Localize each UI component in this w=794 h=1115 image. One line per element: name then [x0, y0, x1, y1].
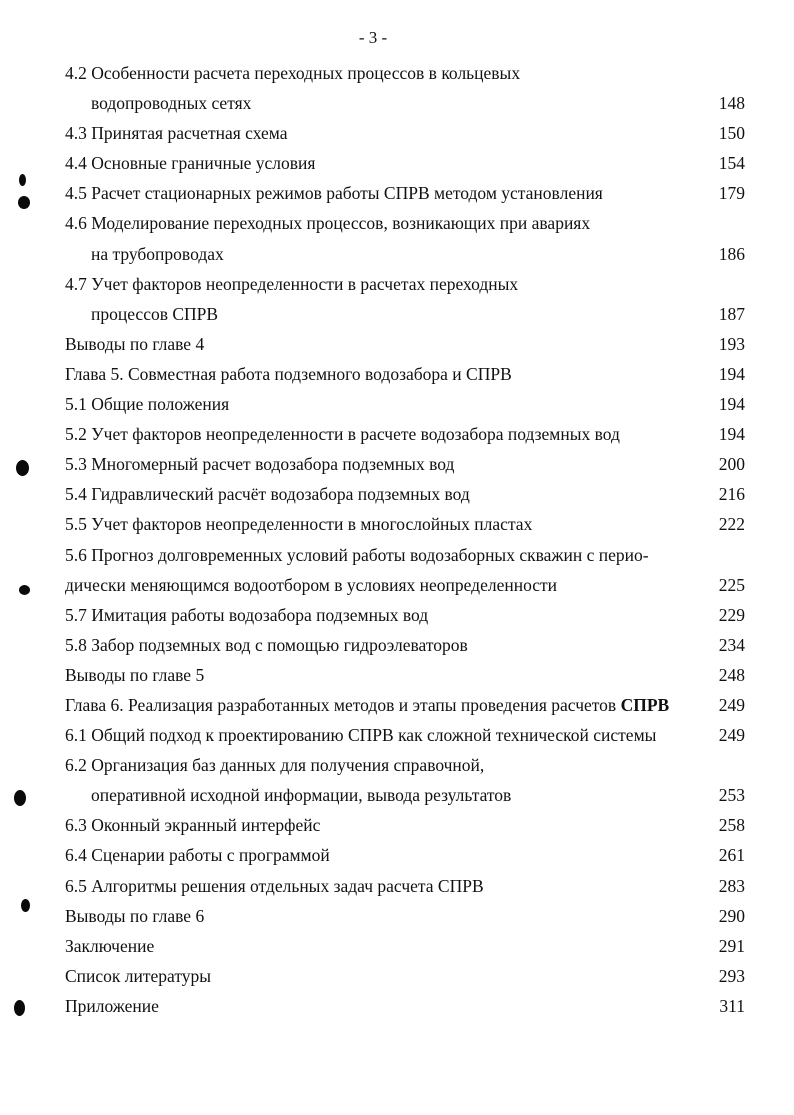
toc-entry-title: Глава 5. Совместная работа подземного водозабора и СПРВ — [65, 363, 512, 384]
toc-line — [65, 961, 745, 991]
toc-line — [65, 509, 745, 539]
toc-page-number: 179 — [718, 183, 745, 204]
toc-entry-title: оперативной исходной информации, вывода результатов — [91, 785, 512, 806]
toc-line — [65, 208, 745, 238]
toc-entry-title: процессов СПРВ — [91, 303, 219, 324]
toc-entry — [65, 329, 745, 359]
toc-page-number: 290 — [718, 905, 745, 926]
toc-entry — [65, 810, 745, 840]
toc-entry-title: дически меняющимся водоотбором в условиях неопределенности — [65, 574, 558, 595]
toc-entry — [65, 118, 745, 148]
toc-line — [65, 178, 745, 208]
toc-page-number: 249 — [718, 725, 745, 746]
toc-line — [65, 570, 745, 600]
toc-entry-title: 5.2 Учет факторов неопределенности в расчете водозабора подземных вод — [65, 424, 620, 445]
toc-entry — [65, 660, 745, 690]
toc-entry — [65, 269, 745, 329]
toc-line — [65, 269, 745, 299]
toc-page-number: 248 — [718, 664, 745, 685]
toc-page-number: 193 — [718, 333, 745, 354]
toc-line — [65, 58, 745, 88]
toc-page-number: 150 — [718, 123, 745, 144]
toc-entry — [65, 840, 745, 870]
toc-line — [65, 780, 745, 810]
toc-entry — [65, 961, 745, 991]
toc-line — [65, 239, 745, 269]
toc-entry — [65, 419, 745, 449]
scan-mark — [14, 790, 26, 806]
toc-line — [65, 871, 745, 901]
toc-line — [65, 329, 745, 359]
toc-page-number: 293 — [718, 965, 745, 986]
toc-line — [65, 931, 745, 961]
toc-page-number: 194 — [718, 424, 745, 445]
scan-mark — [21, 899, 30, 912]
toc-entry-title: 4.4 Основные граничные условия — [65, 153, 316, 174]
toc-line — [65, 359, 745, 389]
toc-page-number: 283 — [718, 875, 745, 896]
toc-entry-title: 5.7 Имитация работы водозабора подземных вод — [65, 604, 429, 625]
toc-entry-title: на трубопроводах — [91, 243, 224, 264]
toc-page-number: 200 — [718, 454, 745, 475]
toc-entry — [65, 600, 745, 630]
toc-entry — [65, 359, 745, 389]
toc-line — [65, 991, 745, 1021]
toc-page-number: 258 — [718, 815, 745, 836]
toc-entry-title: 6.5 Алгоритмы решения отдельных задач расчета СПРВ — [65, 875, 484, 896]
toc-entry-title: Приложение — [65, 995, 159, 1016]
toc-line — [65, 449, 745, 479]
toc-page-number: 253 — [718, 785, 745, 806]
toc-entry — [65, 449, 745, 479]
toc-page-number: 311 — [719, 995, 745, 1016]
toc-line — [65, 810, 745, 840]
toc-entry — [65, 720, 745, 750]
toc-entry — [65, 901, 745, 931]
toc-entry-title: 4.3 Принятая расчетная схема — [65, 123, 288, 144]
toc-line — [65, 540, 745, 570]
toc-entry-title: Выводы по главе 5 — [65, 664, 205, 685]
toc-line — [65, 690, 745, 720]
toc-line — [65, 750, 745, 780]
toc-entry — [65, 871, 745, 901]
toc-line — [65, 720, 745, 750]
toc-page-number: 225 — [718, 574, 745, 595]
toc-entry — [65, 509, 745, 539]
toc-entry — [65, 389, 745, 419]
toc-line — [65, 118, 745, 148]
scan-mark — [19, 174, 26, 186]
toc-entry-title: 6.4 Сценарии работы с программой — [65, 845, 330, 866]
toc-entry-title-bold: СПРВ — [620, 694, 670, 715]
toc-line — [65, 88, 745, 118]
toc-entry — [65, 178, 745, 208]
toc-entry-title: Выводы по главе 4 — [65, 333, 205, 354]
toc-entry-title: Выводы по главе 6 — [65, 905, 205, 926]
toc-line — [65, 840, 745, 870]
toc-line — [65, 148, 745, 178]
toc-entry-title: 5.4 Гидравлический расчёт водозабора подземных вод — [65, 484, 470, 505]
toc-line — [65, 479, 745, 509]
toc-line — [65, 901, 745, 931]
table-of-contents — [65, 58, 745, 1021]
scan-mark — [19, 585, 30, 595]
toc-entry-title: 4.7 Учет факторов неопределенности в расчетах переходных — [65, 273, 519, 294]
toc-entry-title: 4.2 Особенности расчета переходных процессов в кольцевых — [65, 63, 521, 83]
toc-entry-title: 4.6 Моделирование переходных процессов, возникающих при авариях — [65, 213, 591, 234]
toc-entry-title: Заключение — [65, 935, 155, 956]
toc-entry — [65, 540, 745, 600]
toc-entry-title: 5.3 Многомерный расчет водозабора подземных вод — [65, 454, 455, 475]
toc-line — [65, 600, 745, 630]
toc-entry — [65, 750, 745, 810]
toc-page-number: 216 — [718, 484, 745, 505]
toc-entry-title: 5.1 Общие положения — [65, 394, 230, 415]
toc-entry-title: Глава 6. Реализация разработанных методов и этапы проведения расчетов — [65, 694, 617, 715]
toc-entry-title: 6.2 Организация баз данных для получения справочной, — [65, 755, 485, 776]
toc-entry-title: 4.5 Расчет стационарных режимов работы СПРВ методом установления — [65, 183, 603, 204]
toc-entry-title: 5.8 Забор подземных вод с помощью гидроэлеваторов — [65, 634, 468, 655]
toc-entry — [65, 58, 745, 118]
toc-line — [65, 660, 745, 690]
toc-page-number: 291 — [718, 935, 745, 956]
toc-line — [65, 630, 745, 660]
toc-page-number: 234 — [718, 634, 745, 655]
toc-page-number: 194 — [718, 363, 745, 384]
page-number: - 3 - — [358, 28, 388, 47]
toc-page-number: 261 — [718, 845, 745, 866]
scan-mark — [16, 460, 29, 476]
scan-mark — [18, 196, 30, 209]
toc-page-number: 229 — [718, 604, 745, 625]
toc-entry — [65, 931, 745, 961]
toc-entry — [65, 690, 745, 720]
toc-line — [65, 299, 745, 329]
toc-entry-title: 5.5 Учет факторов неопределенности в многослойных пластах — [65, 514, 533, 535]
toc-entry — [65, 208, 745, 268]
toc-line — [65, 419, 745, 449]
toc-entry — [65, 991, 745, 1021]
toc-entry-title: Список литературы — [65, 965, 212, 986]
toc-entry — [65, 148, 745, 178]
toc-entry-title: 6.3 Оконный экранный интерфейс — [65, 815, 321, 836]
toc-page-number: 154 — [718, 153, 745, 174]
toc-page-number: 222 — [718, 514, 745, 535]
toc-page-number: 186 — [718, 243, 745, 264]
toc-entry-title: 5.6 Прогноз долговременных условий работы водозаборных скважин с перио- — [65, 544, 649, 565]
toc-entry — [65, 479, 745, 509]
toc-line — [65, 389, 745, 419]
toc-page-number: 194 — [718, 394, 745, 415]
toc-page-number: 187 — [718, 303, 745, 324]
toc-entry — [65, 630, 745, 660]
toc-entry-title: водопроводных сетях — [91, 93, 252, 114]
scan-mark — [14, 1000, 25, 1016]
toc-page-number: 249 — [718, 694, 745, 715]
toc-entry-title: 6.1 Общий подход к проектированию СПРВ как сложной технической системы — [65, 725, 657, 746]
toc-page-number: 148 — [718, 93, 745, 114]
